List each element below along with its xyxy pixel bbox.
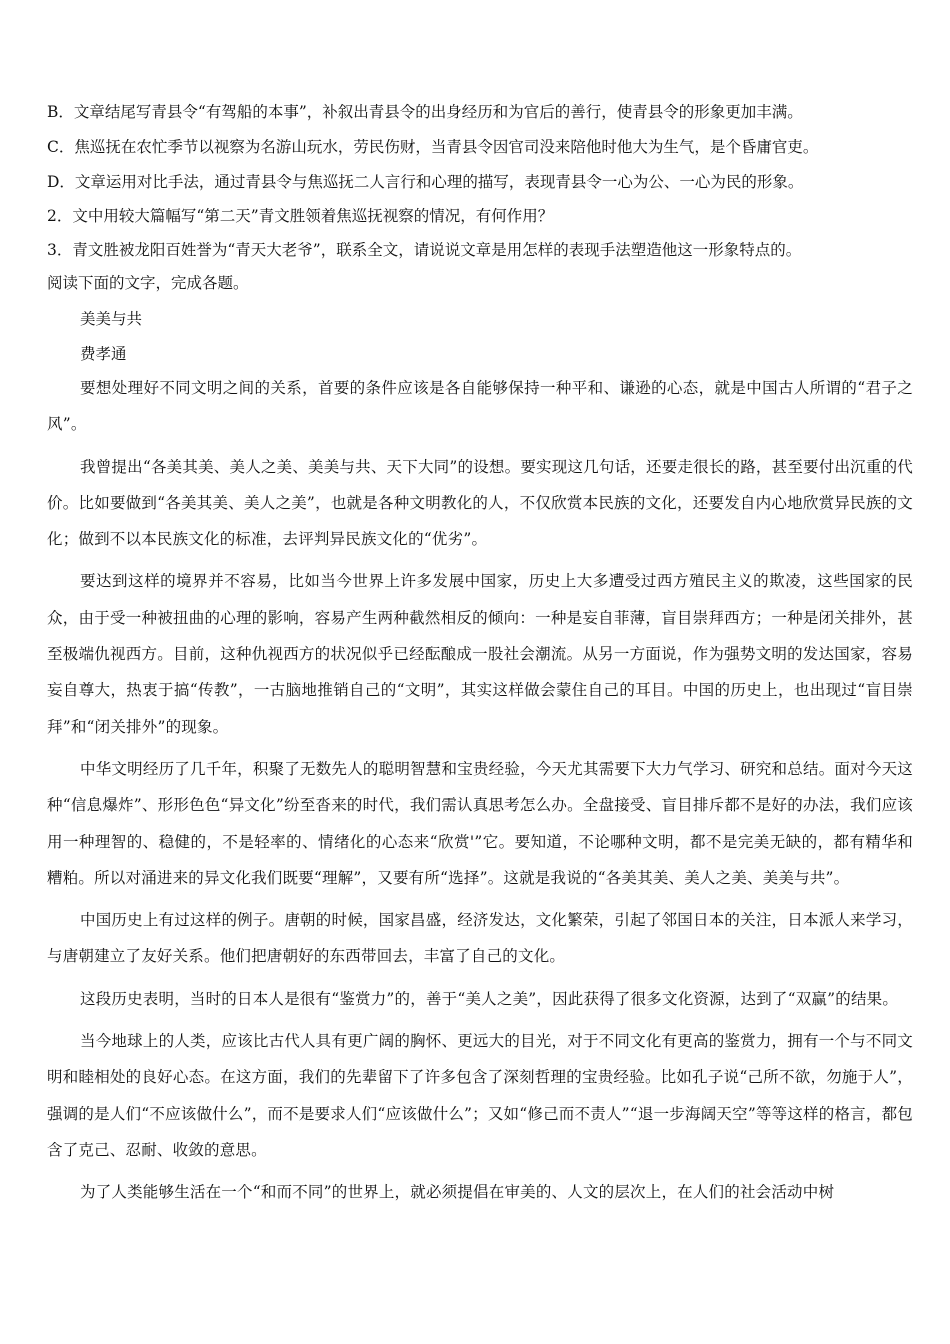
article-paragraph: 这段历史表明，当时的日本人是很有“鉴赏力”的，善于“美人之美”，因此获得了很多文化资源，达到了“双赢”的结果。 bbox=[80, 989, 899, 1008]
article-paragraph: 我曾提出“各美其美、美人之美、美美与共、天下大同”的设想。要实现这几句话，还要走很长的路，甚至要付出沉重的代价。比如要做到“各美其美、美人之美”，也就是各种文明教化的人，不仅欣赏本民族的文化，还要发自内心地欣赏异民族的文化；做到不以本民族文化的标准，去评判异民族文化的“优劣”。 bbox=[47, 457, 913, 549]
question-2: 2．文中用较大篇幅写“第二天”青文胜领着焦巡抚视察的情况，有何作用？ bbox=[47, 207, 554, 225]
article-title: 美美与共 bbox=[80, 310, 143, 328]
question-3: 3．青文胜被龙阳百姓誉为“青天大老爷”，联系全文，请说说文章是用怎样的表现手法塑造他这一形象特点的。 bbox=[47, 241, 802, 259]
reading-instruction: 阅读下面的文字，完成各题。 bbox=[47, 274, 249, 292]
article-paragraph: 为了人类能够生活在一个“和而不同”的世界上，就必须提倡在审美的、人文的层次上，在人们的社会活动中树 bbox=[80, 1183, 835, 1202]
article-paragraph: 中华文明经历了几千年，积聚了无数先人的聪明智慧和宝贵经验，今天尤其需要下大力气学习、研究和总结。面对今天这种“信息爆炸”、形形色色“异文化”纷至沓来的时代，我们需认真思考怎么办。全盘接受、盲目排斥都不是好的办法，我们应该用一种理智的、稳健的，不是轻率的、情绪化的心态来“欣赏'”它。要知道，不论哪种文明，都不是完美无缺的，都有精华和糟粕。所以对涌进来的异文化我们既要“理解”，又要有所“选择”。这就是我说的“各美其美、美人之美、美美与共”。 bbox=[47, 759, 913, 887]
article-paragraph: 中国历史上有过这样的例子。唐朝的时候，国家昌盛，经济发达，文化繁荣，引起了邻国日本的关注，日本派人来学习，与唐朝建立了友好关系。他们把唐朝好的东西带回去，丰富了自己的文化。 bbox=[47, 911, 913, 966]
article-body bbox=[47, 370, 913, 1217]
article-paragraph: 当今地球上的人类，应该比古代人具有更广阔的胸怀、更远大的目光，对于不同文化有更高的鉴赏力，拥有一个与不同文明和睦相处的良好心态。在这方面，我们的先辈留下了许多包含了深刻哲理的宝贵经验。比如孔子说“己所不欲，勿施于人”，强调的是人们“不应该做什么”，而不是要求人们“应该做什么”；又如“修己而不责人”“退一步海阔天空”等等这样的格言，都包含了克己、忍耐、收敛的意思。 bbox=[47, 1032, 913, 1159]
option-c: C．焦巡抚在农忙季节以视察为名游山玩水，劳民伤财，当青县令因官司没来陪他时他大为生气，是个昏庸官吏。 bbox=[47, 138, 819, 156]
article-paragraph: 要达到这样的境界并不容易，比如当今世界上许多发展中国家，历史上大多遭受过西方殖民主义的欺凌，这些国家的民众，由于受一种被扭曲的心理的影响，容易产生两种截然相反的倾向：一种是妄自菲薄，盲目崇拜西方；一种是闭关排外，甚至极端仇视西方。目前，这种仇视西方的状况似乎已经酝酿成一股社会潮流。从另一方面说，作为强势文明的发达国家，容易妄自尊大，热衷于搞“传教”，一古脑地推销自己的“文明”，其实这样做会蒙住自己的耳目。中国的历史上，也出现过“盲目崇拜”和“闭关排外”的现象。 bbox=[47, 572, 913, 736]
article-paragraph: 要想处理好不同文明之间的关系，首要的条件应该是各自能够保持一种平和、谦逊的心态，就是中国古人所谓的“君子之风”。 bbox=[47, 379, 913, 434]
article-author: 费孝通 bbox=[80, 345, 127, 363]
option-d: D．文章运用对比手法，通过青县令与焦巡抚二人言行和心理的描写，表现青县令一心为公、一心为民的形象。 bbox=[47, 173, 804, 191]
option-b: B．文章结尾写青县令“有驾船的本事”，补叙出青县令的出身经历和为官后的善行，使青县令的形象更加丰满。 bbox=[47, 103, 803, 121]
